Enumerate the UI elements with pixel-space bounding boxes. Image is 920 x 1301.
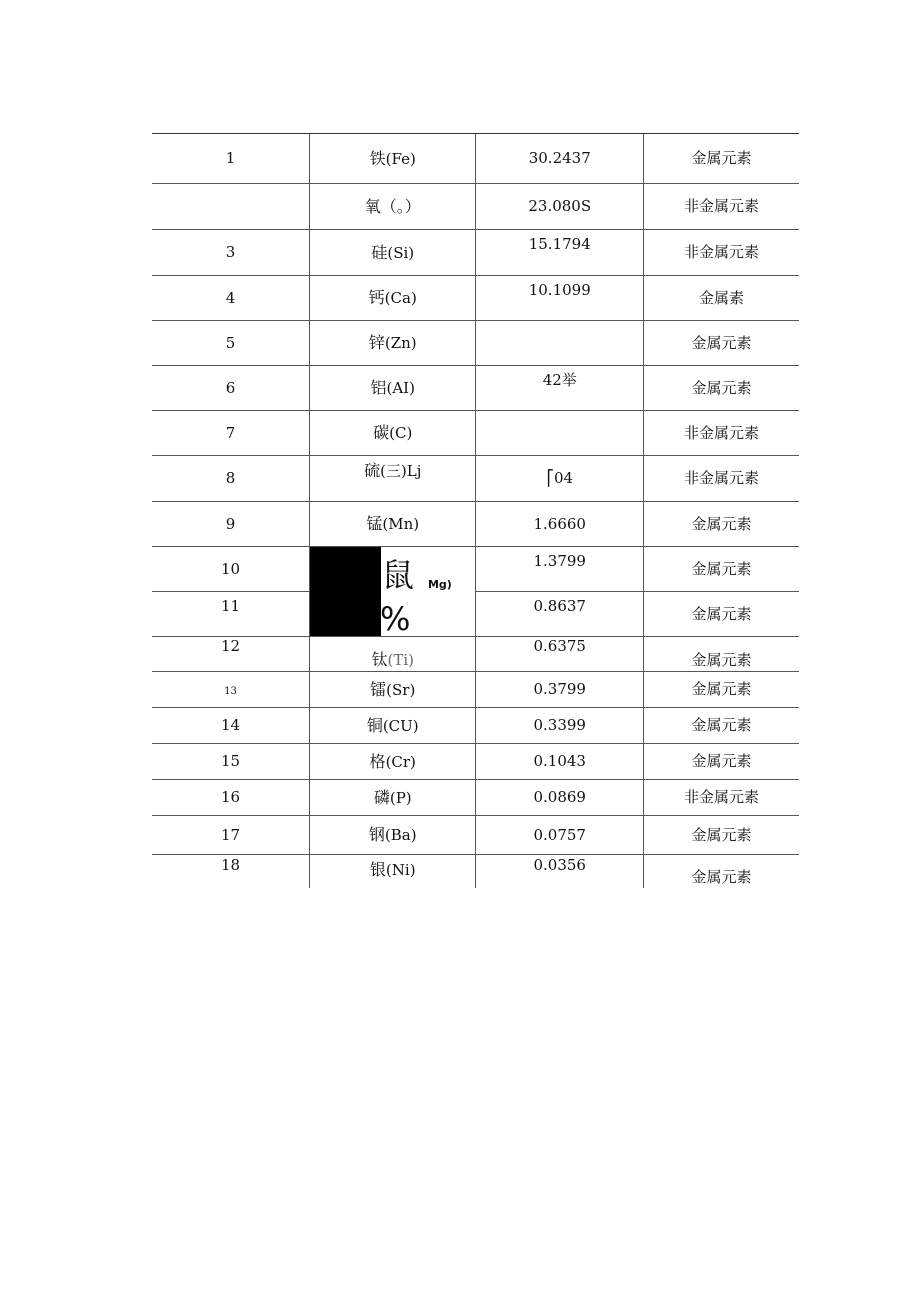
table-row (152, 816, 799, 855)
element-symbol: (C) (389, 424, 413, 443)
mass-percent (476, 592, 644, 637)
element-symbol: (Mn) (382, 515, 420, 534)
redaction-block (310, 547, 381, 636)
element-name (309, 456, 476, 502)
scan-artifact-cell (309, 547, 476, 637)
element-symbol: (Cr) (385, 752, 416, 771)
element-type-value: 金属元素 (691, 650, 752, 669)
element-symbol: (P) (389, 788, 412, 807)
element-zh: 镭 (370, 679, 387, 699)
element-type: 金属元素 (644, 134, 800, 184)
element-symbol: (CU) (382, 716, 419, 735)
table-row (152, 547, 799, 592)
element-type: 非金属元素 (644, 411, 800, 456)
mass-percent (476, 321, 644, 366)
element-name (309, 184, 476, 230)
table-row (152, 456, 799, 502)
row-number: 1 (152, 134, 309, 184)
row-number: 15 (152, 744, 309, 780)
element-label (370, 861, 416, 879)
mass-percent (476, 411, 644, 456)
element-symbol: (Si) (387, 243, 415, 262)
element-label (364, 462, 421, 480)
element-name (309, 230, 476, 276)
element-symbol: (Ni) (385, 861, 416, 879)
mass-percent-value: 0.6375 (533, 636, 586, 655)
element-zh: 钙 (368, 288, 385, 308)
element-symbol: (Fe) (385, 149, 416, 168)
element-zh: 钢 (368, 825, 385, 845)
row-number: 17 (152, 816, 309, 855)
mass-percent (476, 366, 644, 411)
table-row (152, 184, 799, 230)
element-type: 金属元素 (644, 366, 800, 411)
table-row (152, 366, 799, 411)
mass-percent-value: 1.3799 (533, 551, 586, 570)
element-symbol: (Ba) (384, 826, 417, 845)
table-row (152, 276, 799, 321)
element-type: 金属元素 (644, 672, 800, 708)
element-type-value: 金属元素 (691, 868, 752, 886)
element-zh: 铁 (369, 148, 386, 168)
row-number-value: 12 (220, 636, 241, 655)
scan-artifact-percent-sign: % (379, 600, 411, 637)
element-type (644, 855, 800, 888)
mass-percent-value: 0.0356 (533, 856, 586, 874)
element-zh: 格 (369, 751, 386, 771)
mass-percent (476, 276, 644, 321)
element-symbol: (三)Lj (380, 461, 422, 480)
row-number: 9 (152, 502, 309, 547)
element-type: 金属元素 (644, 502, 800, 547)
mass-percent: 0.0757 (476, 816, 644, 855)
row-number: 3 (152, 230, 309, 276)
element-zh: 磷 (373, 787, 390, 807)
mass-percent: 1.6660 (476, 502, 644, 547)
element-name (309, 637, 476, 672)
mass-percent: 0.0869 (476, 780, 644, 816)
row-number: 10 (152, 547, 309, 592)
row-number-value: 11 (220, 596, 241, 615)
mass-percent: 30.2437 (476, 134, 644, 184)
element-name (309, 502, 476, 547)
row-number: 4 (152, 276, 309, 321)
element-zh: 碳 (373, 423, 390, 443)
row-number: 16 (152, 780, 309, 816)
scan-artifact-glyph: 鼠 (381, 556, 414, 594)
table-row (152, 321, 799, 366)
table-row (152, 134, 799, 184)
element-zh: 银 (369, 860, 386, 879)
row-number: 7 (152, 411, 309, 456)
element-type: 非金属元素 (644, 230, 800, 276)
element-zh: 铜 (366, 715, 383, 735)
table-row (152, 637, 799, 672)
mass-percent: 0.3399 (476, 708, 644, 744)
element-symbol: (Sr) (386, 680, 416, 699)
mass-percent: 0.1043 (476, 744, 644, 780)
element-name (309, 816, 476, 855)
mass-percent (476, 637, 644, 672)
mass-percent: 23.080S (476, 184, 644, 230)
mass-percent-value: 42举 (542, 370, 577, 389)
element-name (309, 744, 476, 780)
mass-percent (476, 547, 644, 592)
table-row (152, 780, 799, 816)
element-type: 金属元素 (644, 708, 800, 744)
element-composition-table (152, 133, 799, 888)
element-zh: 硅 (371, 242, 388, 262)
element-name (309, 411, 476, 456)
element-name (309, 708, 476, 744)
row-number (152, 184, 309, 230)
element-type: 金属元素 (644, 744, 800, 780)
row-number (152, 855, 309, 888)
element-zh: 钛 (371, 650, 388, 670)
scan-artifact-symbol: Mg) (427, 578, 452, 591)
element-type: 非金属元素 (644, 780, 800, 816)
element-type: 金属素 (644, 276, 800, 321)
row-number-value: 13 (224, 686, 237, 698)
element-name (309, 134, 476, 184)
element-type: 金属元素 (644, 547, 800, 592)
element-label (371, 651, 414, 669)
table-row (152, 230, 799, 276)
element-name (309, 321, 476, 366)
row-number: 5 (152, 321, 309, 366)
element-name (309, 366, 476, 411)
element-type: 金属元素 (644, 321, 800, 366)
element-zh: 铝 (370, 378, 387, 398)
element-zh: 锰 (366, 514, 383, 534)
row-number (152, 672, 309, 708)
element-symbol: (AI) (386, 379, 415, 398)
element-type: 金属元素 (644, 592, 800, 637)
mass-percent-value: 10.1099 (528, 280, 591, 299)
element-type: 非金属元素 (644, 456, 800, 502)
mass-percent: ⎡04 (476, 456, 644, 502)
element-zh: 硫 (364, 460, 381, 480)
row-number: 6 (152, 366, 309, 411)
element-name (309, 855, 476, 888)
table-row (152, 411, 799, 456)
element-type: 金属元素 (644, 816, 800, 855)
mass-percent (476, 230, 644, 276)
mass-percent: 0.3799 (476, 672, 644, 708)
element-name (309, 276, 476, 321)
row-number (152, 637, 309, 672)
mass-percent-value: 0.8637 (533, 596, 586, 615)
table-row (152, 672, 799, 708)
table-row (152, 502, 799, 547)
mass-percent (476, 855, 644, 888)
table-row (152, 744, 799, 780)
element-type (644, 637, 800, 672)
row-number-value: 18 (220, 856, 241, 874)
row-number: 14 (152, 708, 309, 744)
element-symbol: (Ti) (387, 651, 414, 670)
row-number: 8 (152, 456, 309, 502)
table-row (152, 855, 799, 888)
element-name (309, 780, 476, 816)
element-zh: 氧（。） (364, 196, 421, 216)
mass-percent-value: 15.1794 (528, 235, 591, 254)
element-zh: 锌 (368, 333, 385, 353)
element-symbol: (Ca) (384, 289, 417, 308)
element-name (309, 672, 476, 708)
element-type: 非金属元素 (644, 184, 800, 230)
row-number (152, 592, 309, 637)
table-row (152, 708, 799, 744)
element-symbol: (Zn) (384, 334, 417, 353)
